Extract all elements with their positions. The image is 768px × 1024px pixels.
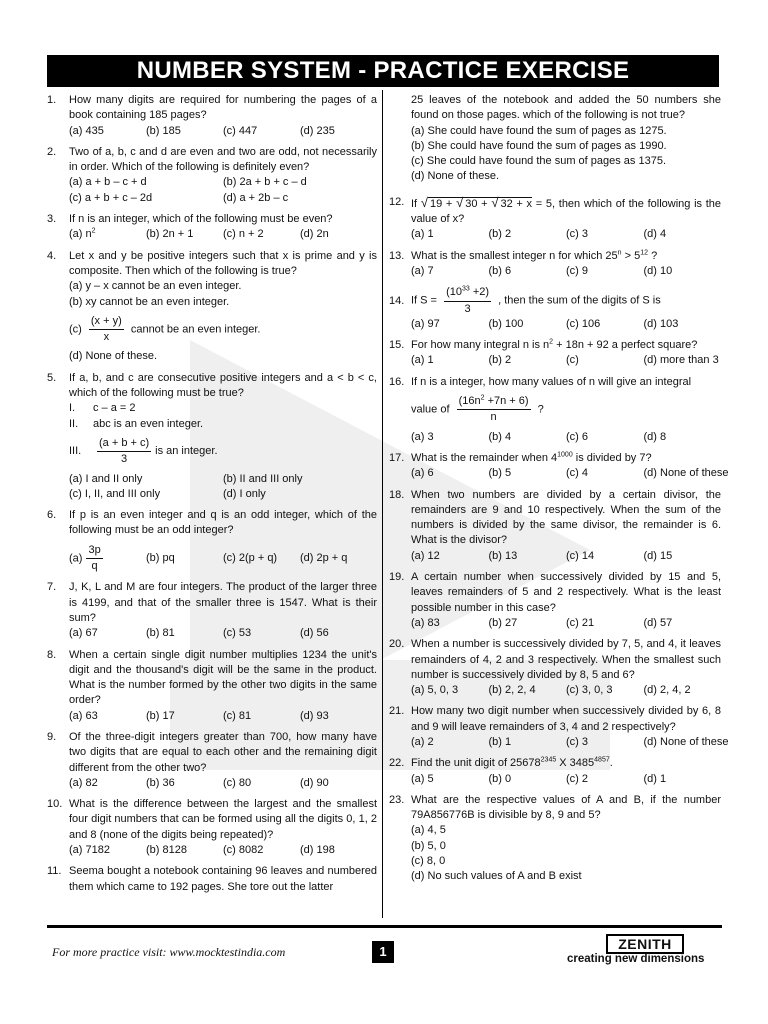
question-text: How many two digit number when successively divided by 6, 8 and 9 will leave remainders of 3, 4 and 2 respectively? <box>411 705 721 733</box>
option-b: (b) 1 <box>488 735 512 748</box>
question-17 <box>389 451 729 482</box>
statement-label: III. <box>69 445 82 458</box>
radical-icon: √ <box>456 194 464 210</box>
option-d: (d) 8 <box>643 430 667 443</box>
option-c: (c) 53 <box>223 627 252 640</box>
option-c: (c) 80 <box>223 776 252 789</box>
options <box>69 626 377 641</box>
option-a: (a) I and II only <box>69 472 143 485</box>
option-d: (d) 2, 4, 2 <box>643 684 691 697</box>
question-14 <box>389 285 721 332</box>
superscript: 1000 <box>557 451 573 459</box>
question-4 <box>47 249 377 365</box>
options <box>69 279 377 364</box>
question-number: 8. <box>47 648 57 661</box>
option-a: (a) 67 <box>69 627 98 640</box>
option-b: (b) 36 <box>146 776 175 789</box>
option-b: (b) 2a + b + c – d <box>223 176 307 189</box>
question-text: If p is an even integer and q is an odd integer, which of the following must be an odd integer? <box>69 509 377 537</box>
question-21 <box>389 704 729 750</box>
option-d: (d) 57 <box>643 616 673 629</box>
option-d: (d) None of these. <box>411 170 500 183</box>
option-b: (b) 8128 <box>146 844 187 857</box>
option-b: (b) 81 <box>146 627 175 640</box>
option-d: (d) 10 <box>643 264 673 277</box>
question-text: Let x and y be positive integers such that x is prime and y is composite. Then which of the following is true? <box>69 249 377 277</box>
option-d: (d) No such values of A and B exist <box>411 870 582 883</box>
fraction <box>457 394 531 426</box>
option-a-text: (a) n <box>69 228 92 241</box>
options <box>69 543 377 575</box>
radical-icon: √ <box>420 194 428 210</box>
text-part: What is the smallest integer n for which 25 <box>411 249 618 262</box>
question-number: 17. <box>389 451 405 464</box>
superscript: n <box>617 249 622 257</box>
fraction-denominator: 3 <box>464 302 471 315</box>
brand-logo: ZENITH <box>606 934 684 954</box>
question-3 <box>47 212 377 243</box>
option-b: (b) pq <box>146 551 175 564</box>
option-d: (d) 93 <box>300 709 329 722</box>
options <box>411 549 721 564</box>
option-b: (b) 5 <box>488 467 512 480</box>
question-11 <box>47 864 377 895</box>
fraction <box>444 285 491 317</box>
question-text: What are the respective values of A and B, if the number 79A856776B is divisible by 8, 9 and 5? <box>411 793 721 822</box>
options <box>411 772 721 787</box>
option-c: (c) 3, 0, 3 <box>566 684 613 697</box>
options <box>411 466 729 481</box>
option-a: (a) 1 <box>411 354 434 367</box>
option-c-text: cannot be an even integer. <box>130 323 261 336</box>
footer-visit-text: For more practice visit: www.mocktestindia.com <box>52 945 286 959</box>
text-part: + 18n + 92 a perfect square? <box>553 339 698 352</box>
question-number: 4. <box>47 249 57 262</box>
fraction-numerator: (x + y) <box>89 314 124 330</box>
question-text <box>411 338 721 353</box>
option-b: (b) 100 <box>488 317 524 330</box>
option-c: (c) 447 <box>223 124 258 137</box>
option-b: (b) 27 <box>488 616 518 629</box>
text-part: For how many integral n is n <box>411 339 550 352</box>
option-a: (a) 12 <box>411 549 440 562</box>
text-part: X 3485 <box>556 757 595 770</box>
option-a: (a) y – x cannot be an even integer. <box>69 280 242 293</box>
question-expression <box>411 394 721 426</box>
question-number: 10. <box>47 798 63 811</box>
fraction-denominator: q <box>91 560 98 573</box>
question-number: 19. <box>389 571 405 584</box>
brand-tagline: creating new dimensions <box>567 953 705 965</box>
options <box>69 709 377 724</box>
option-a: (a) 7182 <box>69 844 110 857</box>
text-part: +7n + 6) <box>484 395 529 408</box>
option-c: (c) 21 <box>566 616 595 629</box>
radical-term <box>463 194 533 210</box>
option-c: (c) She could have found the sum of pages as 1375. <box>411 155 666 168</box>
option-a: (a) 82 <box>69 776 98 789</box>
superscript: 2 <box>91 227 96 235</box>
left-column <box>47 93 377 901</box>
question-number: 21. <box>389 705 405 718</box>
question-text <box>411 756 721 771</box>
option-b: (b) 2n + 1 <box>146 228 194 241</box>
option-d: (d) 103 <box>643 317 679 330</box>
option-d: (d) None of these <box>643 735 729 748</box>
page-title: NUMBER SYSTEM - PRACTICE EXERCISE <box>47 55 719 87</box>
question-number: 14. <box>389 295 405 308</box>
question-suffix: = 5, then which of the following is the value of x? <box>411 197 722 226</box>
question-text: Of the three-digit integers greater than 700, how many have two digits that are equal to each other and the remaining digit different from the other two? <box>69 730 377 774</box>
question-text <box>411 451 721 466</box>
fraction-numerator: 3p <box>86 543 102 559</box>
option-d: (d) 198 <box>300 844 335 857</box>
text-part: is divided by 7? <box>572 451 652 464</box>
option-b: (b) 6 <box>488 264 512 277</box>
option-a: (a) She could have found the sum of pages as 1275. <box>411 124 667 137</box>
question-number: 3. <box>47 213 57 226</box>
question-text: 25 leaves of the notebook and added the 50 numbers she found on those pages. which of the following is not true? <box>411 94 721 122</box>
question-text: If a, b, and c are consecutive positive integers and a < b < c, which of the following must be true? <box>69 371 377 400</box>
fraction-denominator: n <box>490 411 497 424</box>
superscript: 33 <box>461 285 470 293</box>
question-prefix: If <box>411 197 418 210</box>
question-18 <box>389 488 721 564</box>
option-d: (d) 4 <box>643 228 667 241</box>
option-a <box>69 543 146 575</box>
option-b: (b) She could have found the sum of pages as 1990. <box>411 139 667 152</box>
option-d: (d) 2n <box>300 228 329 241</box>
question-number: 2. <box>47 145 57 158</box>
fraction <box>86 543 102 575</box>
statement-text: c – a = 2 <box>93 402 136 415</box>
page-number: 1 <box>372 941 394 963</box>
statement-text: abc is an even integer. <box>93 417 204 430</box>
question-number: 1. <box>47 94 57 106</box>
option-c: (c) a + b + c – 2d <box>69 191 153 204</box>
options <box>411 735 729 750</box>
option-a: (a) 97 <box>411 317 440 330</box>
option-c-label: (c) <box>69 323 82 336</box>
option-c: (c) <box>566 354 579 367</box>
options <box>69 472 377 503</box>
superscript: 2 <box>480 394 485 402</box>
fraction-numerator <box>444 285 491 301</box>
option-d: (d) a + 2b – c <box>223 191 289 204</box>
options <box>411 353 721 368</box>
options <box>411 317 721 332</box>
option-a-label: (a) <box>69 552 83 565</box>
option-b: (b) 2, 2, 4 <box>488 684 536 697</box>
question-text: A certain number when successively divided by 15 and 5, leaves remainders of 5 and 2 respectively. What is the least possible number in this case? <box>411 571 721 614</box>
question-prefix: value of <box>411 403 450 416</box>
question-number: 11. <box>47 865 62 878</box>
question-text: If n is an integer, which of the following must be even? <box>69 213 333 226</box>
question-10 <box>47 797 377 858</box>
option-c: (c) 14 <box>566 549 595 562</box>
statement-text: is an integer. <box>155 445 218 458</box>
question-23 <box>389 793 721 885</box>
text-part: +2) <box>469 286 490 299</box>
question-number: 23. <box>389 793 405 806</box>
option-a: (a) 435 <box>69 124 104 137</box>
question-8 <box>47 648 377 724</box>
options <box>411 616 721 631</box>
question-text: If n is a integer, how many values of n will give an integral <box>411 375 692 388</box>
question-15 <box>389 338 721 369</box>
question-number: 9. <box>47 730 57 743</box>
question-number: 5. <box>47 371 57 384</box>
options <box>69 124 377 139</box>
option-c: (c) 9 <box>566 264 588 277</box>
superscript: 2345 <box>540 756 557 764</box>
option-c: (c) n + 2 <box>223 228 264 241</box>
option-c: (c) 2 <box>566 772 588 785</box>
statement-label: I. <box>69 402 76 415</box>
option-a: (a) 4, 5 <box>411 824 446 837</box>
option-d: (d) 56 <box>300 627 329 640</box>
fraction <box>89 314 124 346</box>
right-column <box>389 93 729 891</box>
option-b: (b) 4 <box>488 430 512 443</box>
option-c: (c) 8, 0 <box>411 855 446 868</box>
fraction-numerator: (a + b + c) <box>97 436 151 452</box>
question-number: 7. <box>47 581 57 594</box>
options <box>69 843 377 858</box>
option-b: (b) 0 <box>488 772 512 785</box>
option-a: (a) 5, 0, 3 <box>411 684 459 697</box>
option-d: (d) more than 3 <box>643 354 719 367</box>
option-d: (d) 1 <box>643 772 667 785</box>
question-text: When a certain single digit number multiplies 1234 the unit's digit and the thousand's digit will be the same in the product. What is the number formed by the other two digits in the same order? <box>69 648 377 707</box>
question-20 <box>389 637 721 698</box>
option-c: (c) 2(p + q) <box>223 551 278 564</box>
question-13 <box>389 249 721 280</box>
option-a: (a) 5 <box>411 772 434 785</box>
statement-3 <box>69 436 377 468</box>
superscript: 12 <box>640 249 649 257</box>
fraction-denominator: x <box>103 331 110 344</box>
options <box>69 227 377 242</box>
option-a: (a) a + b – c + d <box>69 176 147 189</box>
fraction-denominator: 3 <box>121 453 128 466</box>
question-6 <box>47 508 377 574</box>
radical-part: 19 + <box>429 197 453 210</box>
superscript: 2 <box>549 338 554 346</box>
option-a: (a) 3 <box>411 430 434 443</box>
option-a: (a) 7 <box>411 264 434 277</box>
question-number: 18. <box>389 488 405 501</box>
column-divider <box>382 90 383 918</box>
question-number: 20. <box>389 638 405 651</box>
question-text: When a number is successively divided by 7, 5, and 4, it leaves remainders of 4, 2 and 3 respectively. When the smallest such number is successively divided by 8, 5 and 6? <box>411 638 721 681</box>
question-22 <box>389 756 721 787</box>
question-text <box>411 195 721 228</box>
option-a: (a) 1 <box>411 228 434 241</box>
question-text <box>411 249 721 264</box>
options <box>411 124 721 185</box>
text-part: (10 <box>446 286 462 299</box>
superscript: 4857 <box>594 756 610 764</box>
question-19 <box>389 570 721 631</box>
question-text: J, K, L and M are four integers. The product of the larger three is 4199, and that of the smaller three is 1547. What is their sum? <box>69 581 377 624</box>
text-part: Find the unit digit of 25678 <box>411 757 541 770</box>
option-b: (b) 13 <box>488 549 518 562</box>
option-d: (d) I only <box>223 487 266 500</box>
fraction <box>97 436 151 468</box>
option-a: (a) 63 <box>69 709 98 722</box>
options <box>69 776 377 791</box>
question-text: How many digits are required for numbering the pages of a book containing 185 pages? <box>69 94 377 122</box>
option-b: (b) 2 <box>488 228 512 241</box>
footer-rule <box>47 925 722 928</box>
option-d: (d) 90 <box>300 776 329 789</box>
option-c: (c) 3 <box>566 735 588 748</box>
option-d: (d) 235 <box>300 124 335 137</box>
radical-icon: √ <box>491 194 499 210</box>
option-b: (b) 5, 0 <box>411 839 446 852</box>
question-number: 15. <box>389 339 405 352</box>
option-d: (d) 15 <box>643 549 673 562</box>
question-16 <box>389 375 721 445</box>
question-text: What is the difference between the largest and the smallest four digit numbers that can be formed using all the digits 0, 1, 2 and 8 (none of the digits being repeated)? <box>69 798 377 841</box>
question-9 <box>47 730 377 791</box>
radical-part: 32 + x <box>500 197 533 210</box>
question-text: Two of a, b, c and d are even and two are odd, not necessarily in order. Which of the following is definitely even? <box>69 145 377 174</box>
option-c: (c) 4 <box>566 467 588 480</box>
question-text: Seema bought a notebook containing 96 leaves and numbered them which came to 192 pages. She tore out the latter <box>69 865 377 893</box>
question-number: 12. <box>389 195 405 208</box>
option-d: (d) 2p + q <box>300 551 348 564</box>
option-a: (a) 2 <box>411 735 434 748</box>
text-part: (16n <box>458 395 481 408</box>
options <box>69 175 377 206</box>
question-number: 16. <box>389 375 405 388</box>
option-a: (a) 83 <box>411 616 440 629</box>
question-suffix: , then the sum of the digits of S is <box>498 294 661 307</box>
option-c: (c) 81 <box>223 709 252 722</box>
radical-term <box>428 194 533 210</box>
option-c: (c) 6 <box>566 430 588 443</box>
question-5 <box>47 371 377 502</box>
option-d: (d) None of these. <box>69 350 158 363</box>
statement-1 <box>69 401 377 416</box>
question-2 <box>47 145 377 206</box>
question-7 <box>47 580 377 641</box>
text-part: > 5 <box>621 249 641 262</box>
radical-part: 30 + <box>465 197 488 210</box>
option-b: (b) 2 <box>488 354 512 367</box>
options <box>411 683 721 698</box>
fraction-numerator <box>457 394 531 410</box>
option-b: (b) 17 <box>146 709 175 722</box>
option-c: (c) 106 <box>566 317 601 330</box>
options <box>411 264 721 279</box>
option-b: (b) II and III only <box>223 472 303 485</box>
option-c <box>69 314 377 346</box>
question-number: 22. <box>389 757 405 770</box>
option-d: (d) None of these <box>643 467 729 480</box>
option-c: (c) 8082 <box>223 844 264 857</box>
question-1 <box>47 93 377 139</box>
options <box>411 430 721 445</box>
text-part: ? <box>648 249 658 262</box>
option-a <box>69 227 146 242</box>
question-number: 13. <box>389 249 405 262</box>
question-suffix: ? <box>537 403 544 416</box>
question-12 <box>389 195 721 243</box>
option-b: (b) xy cannot be an even integer. <box>69 295 230 308</box>
options <box>411 823 721 884</box>
text-part: . <box>609 757 613 770</box>
question-number: 6. <box>47 509 57 522</box>
question-prefix: If S = <box>411 294 437 307</box>
option-a: (a) 6 <box>411 467 434 480</box>
options <box>411 227 721 242</box>
option-b: (b) 185 <box>146 124 181 137</box>
question-text <box>411 285 721 317</box>
statement-2 <box>69 417 377 432</box>
text-part: What is the remainder when 4 <box>411 451 558 464</box>
question-text: When two numbers are divided by a certain divisor, the remainders are 9 and 10 respectively. When the sum of the numbers is divided by the same divisor, the remainder is 6. What is the divisor? <box>411 488 721 547</box>
option-c: (c) I, II, and III only <box>69 487 161 500</box>
statement-label: II. <box>69 417 79 430</box>
option-c: (c) 3 <box>566 228 588 241</box>
question-11-continued <box>389 93 721 185</box>
